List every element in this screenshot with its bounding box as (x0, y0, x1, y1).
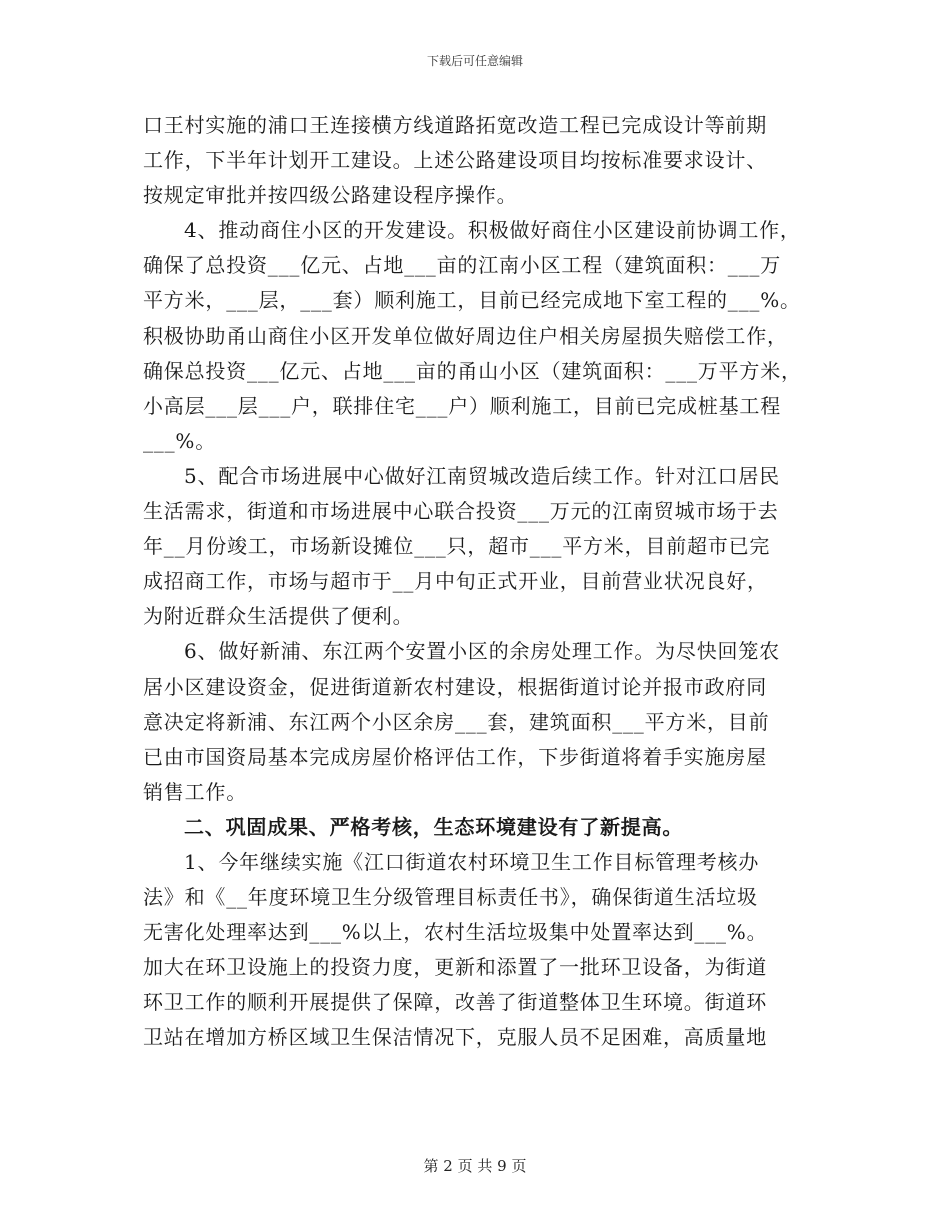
paragraph-line: 确保了总投资___亿元、占地___亩的江南小区工程（建筑面积：___万 (143, 253, 781, 278)
paragraph-line: 环卫工作的顺利开展提供了保障，改善了街道整体卫生环境。街道环 (143, 990, 767, 1015)
page-footer-number: 第 2 页 共 9 页 (423, 1157, 527, 1175)
paragraph-line: 无害化处理率达到___%以上，农村生活垃圾集中处置率达到___%。 (143, 920, 768, 945)
paragraph-line: 1、今年继续实施《江口街道农村环境卫生工作目标管理考核办 (184, 849, 760, 874)
paragraph-line: 4、推动商住小区的开发建设。积极做好商住小区建设前协调工作， (184, 218, 801, 243)
paragraph-line: 卫站在增加方桥区域卫生保洁情况下，克服人员不足困难，高质量地 (143, 1025, 767, 1050)
paragraph-line: 积极协助甬山商住小区开发单位做好周边住户相关房屋损失赔偿工作， (143, 323, 788, 348)
paragraph-line: 销售工作。 (143, 779, 247, 804)
paragraph-line: 6、做好新浦、东江两个安置小区的余房处理工作。为尽快回笼农 (184, 639, 780, 664)
paragraph-line: 已由市国资局基本完成房屋价格评估工作，下步街道将着手实施房屋 (143, 744, 767, 769)
paragraph-line: 年__月份竣工，市场新设摊位___只，超市___平方米，目前超市已完 (143, 534, 771, 559)
paragraph-line: 5、配合市场进展中心做好江南贸城改造后续工作。针对江口居民 (184, 463, 780, 488)
paragraph-line: 工作，下半年计划开工建设。上述公路建设项目均按标准要求设计、 (143, 148, 767, 173)
paragraph-line: 确保总投资___亿元、占地___亩的甬山小区（建筑面积：___万平方米， (143, 358, 802, 383)
paragraph-line: ___%。 (143, 428, 217, 453)
paragraph-line: 小高层___层___户，联排住宅___户）顺利施工，目前已完成桩基工程 (143, 393, 781, 418)
paragraph-line: 法》和《__年度环境卫生分级管理目标责任书》，确保街道生活垃圾 (143, 885, 758, 910)
paragraph-line: 加大在环卫设施上的投资力度，更新和添置了一批环卫设备，为街道 (143, 955, 767, 980)
paragraph-line: 口王村实施的浦口王连接横方线道路拓宽改造工程已完成设计等前期 (143, 113, 767, 137)
page-header-note: 下载后可任意编辑 (426, 54, 523, 68)
paragraph-line: 居小区建设资金，促进街道新农村建设，根据街道讨论并报市政府同 (143, 674, 767, 699)
paragraph-line: 为附近群众生活提供了便利。 (143, 604, 414, 629)
paragraph-line: 平方米，___层，___套）顺利施工，目前已经完成地下室工程的___%。 (143, 288, 801, 313)
paragraph-line: 生活需求，街道和市场进展中心联合投资___万元的江南贸城市场于去 (143, 499, 779, 524)
paragraph-line: 按规定审批并按四级公路建设程序操作。 (143, 183, 518, 208)
paragraph-line: 成招商工作，市场与超市于__月中旬正式开业，目前营业状况良好， (143, 569, 768, 594)
section-heading-line: 二、巩固成果、严格考核，生态环境建设有了新提高。 (184, 814, 684, 839)
paragraph-line: 意决定将新浦、东江两个小区余房___套，建筑面积___平方米，目前 (143, 709, 770, 734)
document-body (143, 108, 823, 1056)
